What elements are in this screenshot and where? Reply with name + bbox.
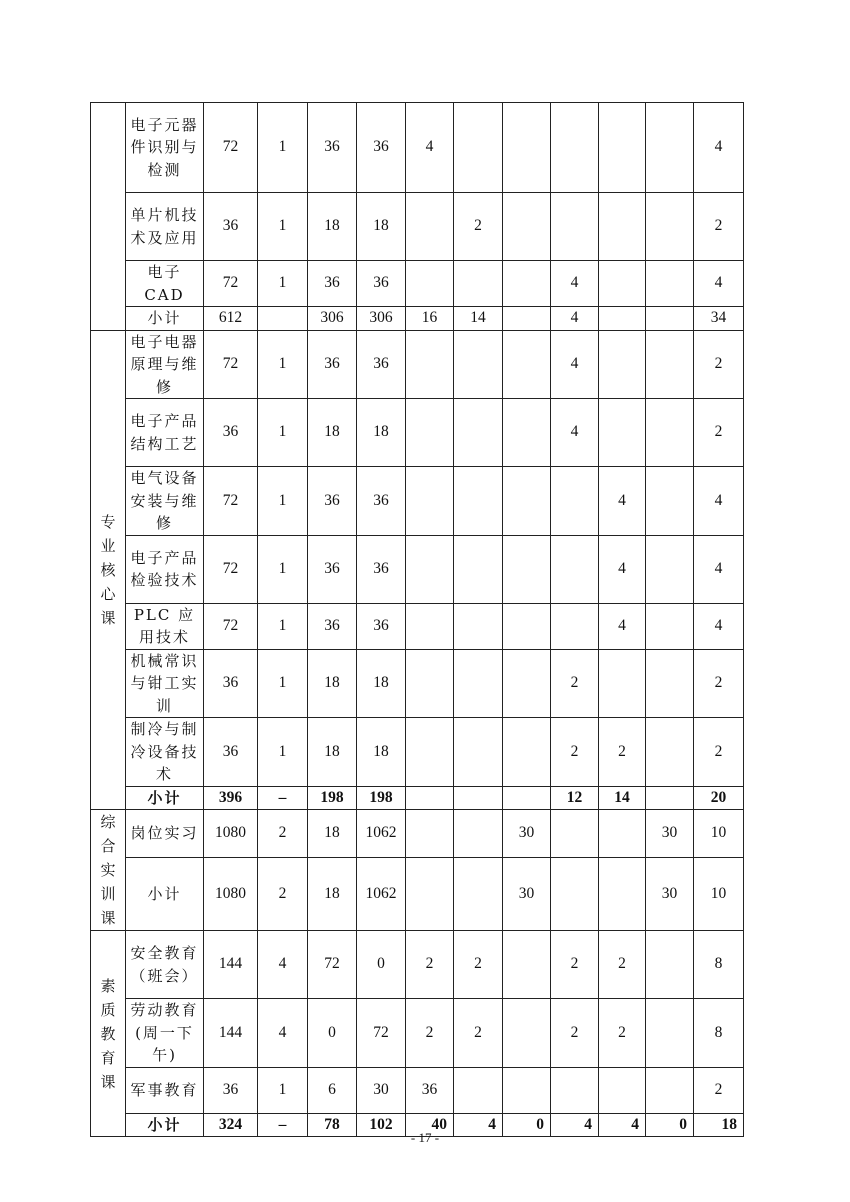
value-cell: 18 [308, 399, 357, 467]
category-cell [91, 103, 126, 331]
table-row [91, 330, 744, 399]
value-cell [503, 931, 551, 999]
value-cell [599, 103, 646, 193]
value-cell: 1 [258, 718, 308, 787]
value-cell: 2 [694, 649, 744, 718]
course-name-cell: 电子元器件识别与检测 [126, 103, 204, 193]
value-cell [406, 399, 454, 467]
value-cell: 18 [357, 718, 406, 787]
value-cell [406, 603, 454, 649]
table-row [91, 718, 744, 787]
value-cell [454, 603, 503, 649]
value-cell: 14 [454, 307, 503, 331]
value-cell [503, 399, 551, 467]
value-cell [551, 535, 599, 603]
value-cell [503, 535, 551, 603]
value-cell: 4 [694, 467, 744, 536]
value-cell: 36 [357, 603, 406, 649]
value-cell: 36 [357, 535, 406, 603]
value-cell: 16 [406, 307, 454, 331]
value-cell: 4 [694, 535, 744, 603]
value-cell: 72 [204, 467, 258, 536]
course-name-cell: 岗位实习 [126, 810, 204, 858]
value-cell: 8 [694, 999, 744, 1068]
value-cell [646, 786, 694, 810]
value-cell [454, 467, 503, 536]
page-number: - 17 - [410, 1130, 440, 1145]
value-cell: 36 [357, 103, 406, 193]
value-cell: 1 [258, 649, 308, 718]
value-cell [646, 261, 694, 307]
value-cell: 36 [357, 467, 406, 536]
course-name-cell: 电子电器原理与维修 [126, 330, 204, 399]
value-cell: – [258, 786, 308, 810]
value-cell: 18 [308, 193, 357, 261]
value-cell [646, 307, 694, 331]
value-cell [503, 649, 551, 718]
value-cell: 2 [406, 931, 454, 999]
value-cell: 4 [599, 467, 646, 536]
value-cell: 34 [694, 307, 744, 331]
value-cell [454, 810, 503, 858]
table-row [91, 535, 744, 603]
value-cell [503, 261, 551, 307]
value-cell [503, 1067, 551, 1113]
value-cell: 2 [599, 931, 646, 999]
value-cell [646, 103, 694, 193]
value-cell [406, 858, 454, 931]
value-cell: 2 [694, 718, 744, 787]
value-cell [646, 467, 694, 536]
table-row [91, 603, 744, 649]
course-name-cell: 电子产品结构工艺 [126, 399, 204, 467]
value-cell [599, 810, 646, 858]
value-cell [454, 649, 503, 718]
value-cell: 36 [308, 330, 357, 399]
value-cell: 1 [258, 103, 308, 193]
value-cell [599, 399, 646, 467]
value-cell: 14 [599, 786, 646, 810]
course-name-cell: 电气设备安装与维修 [126, 467, 204, 536]
category-cell [91, 931, 126, 1137]
course-name-cell: 单片机技术及应用 [126, 193, 204, 261]
value-cell [646, 1067, 694, 1113]
value-cell: 0 [503, 1113, 551, 1137]
value-cell [646, 649, 694, 718]
value-cell: 72 [357, 999, 406, 1068]
value-cell: 10 [694, 858, 744, 931]
value-cell [646, 193, 694, 261]
value-cell [454, 718, 503, 787]
value-cell: 4 [551, 261, 599, 307]
value-cell: 2 [406, 999, 454, 1068]
value-cell: 1 [258, 261, 308, 307]
value-cell: 102 [357, 1113, 406, 1137]
value-cell: 198 [308, 786, 357, 810]
value-cell [503, 603, 551, 649]
value-cell [551, 467, 599, 536]
value-cell [646, 718, 694, 787]
value-cell: 18 [308, 718, 357, 787]
value-cell: 2 [551, 931, 599, 999]
value-cell: – [258, 1113, 308, 1137]
value-cell: 72 [204, 261, 258, 307]
category-cell [91, 810, 126, 931]
value-cell: 1080 [204, 810, 258, 858]
value-cell: 1 [258, 330, 308, 399]
value-cell: 36 [204, 1067, 258, 1113]
value-cell: 36 [308, 103, 357, 193]
value-cell [454, 535, 503, 603]
value-cell: 324 [204, 1113, 258, 1137]
value-cell [646, 399, 694, 467]
value-cell: 2 [551, 649, 599, 718]
value-cell [646, 931, 694, 999]
value-cell: 18 [308, 810, 357, 858]
value-cell: 1062 [357, 858, 406, 931]
value-cell: 2 [599, 718, 646, 787]
value-cell: 20 [694, 786, 744, 810]
value-cell: 6 [308, 1067, 357, 1113]
value-cell: 36 [357, 330, 406, 399]
course-name-cell: 小计 [126, 858, 204, 931]
value-cell: 144 [204, 999, 258, 1068]
value-cell [503, 103, 551, 193]
value-cell: 72 [308, 931, 357, 999]
value-cell [599, 858, 646, 931]
category-cell [91, 330, 126, 810]
value-cell [454, 858, 503, 931]
value-cell: 30 [503, 810, 551, 858]
value-cell [258, 307, 308, 331]
table-row [91, 1067, 744, 1113]
value-cell: 4 [454, 1113, 503, 1137]
value-cell: 18 [357, 649, 406, 718]
value-cell: 2 [694, 1067, 744, 1113]
value-cell: 18 [308, 649, 357, 718]
value-cell: 72 [204, 603, 258, 649]
value-cell [454, 330, 503, 399]
value-cell [646, 535, 694, 603]
value-cell: 4 [551, 1113, 599, 1137]
value-cell: 4 [694, 103, 744, 193]
value-cell: 36 [308, 603, 357, 649]
value-cell: 1062 [357, 810, 406, 858]
value-cell: 1 [258, 467, 308, 536]
value-cell [551, 603, 599, 649]
value-cell [503, 718, 551, 787]
value-cell [551, 1067, 599, 1113]
value-cell [503, 786, 551, 810]
value-cell: 0 [646, 1113, 694, 1137]
value-cell: 2 [454, 193, 503, 261]
value-cell [454, 261, 503, 307]
value-cell: 0 [357, 931, 406, 999]
value-cell: 396 [204, 786, 258, 810]
value-cell: 4 [258, 931, 308, 999]
value-cell: 144 [204, 931, 258, 999]
value-cell [454, 1067, 503, 1113]
value-cell [406, 193, 454, 261]
value-cell [454, 399, 503, 467]
value-cell: 8 [694, 931, 744, 999]
value-cell [599, 330, 646, 399]
value-cell: 36 [204, 399, 258, 467]
value-cell: 2 [694, 399, 744, 467]
value-cell [406, 261, 454, 307]
value-cell [599, 193, 646, 261]
value-cell [406, 467, 454, 536]
value-cell: 72 [204, 103, 258, 193]
course-table-container [90, 102, 743, 1137]
value-cell: 36 [204, 193, 258, 261]
value-cell: 1 [258, 193, 308, 261]
value-cell [503, 193, 551, 261]
value-cell: 4 [551, 330, 599, 399]
course-name-cell: 小计 [126, 786, 204, 810]
value-cell [551, 810, 599, 858]
course-name-cell: PLC 应用技术 [126, 603, 204, 649]
course-table [90, 102, 744, 1137]
value-cell: 36 [308, 261, 357, 307]
value-cell [646, 999, 694, 1068]
value-cell [599, 307, 646, 331]
table-row [91, 931, 744, 999]
value-cell: 1 [258, 603, 308, 649]
value-cell: 2 [258, 810, 308, 858]
value-cell: 40 [406, 1113, 454, 1137]
category-label: 素质教育课 [100, 976, 116, 1091]
table-row [91, 399, 744, 467]
table-row [91, 858, 744, 931]
value-cell: 4 [599, 535, 646, 603]
table-row [91, 193, 744, 261]
value-cell: 10 [694, 810, 744, 858]
value-cell: 30 [503, 858, 551, 931]
value-cell [503, 999, 551, 1068]
value-cell: 18 [694, 1113, 744, 1137]
value-cell: 4 [551, 307, 599, 331]
course-name-cell: 制冷与制冷设备技术 [126, 718, 204, 787]
value-cell: 30 [357, 1067, 406, 1113]
value-cell: 2 [551, 999, 599, 1068]
value-cell: 1080 [204, 858, 258, 931]
value-cell: 36 [204, 649, 258, 718]
value-cell: 1 [258, 1067, 308, 1113]
table-row [91, 649, 744, 718]
table-row [91, 103, 744, 193]
category-label: 综合实训课 [100, 813, 116, 927]
value-cell: 306 [357, 307, 406, 331]
value-cell [599, 1067, 646, 1113]
value-cell: 36 [308, 535, 357, 603]
value-cell [454, 103, 503, 193]
value-cell: 36 [308, 467, 357, 536]
value-cell [406, 535, 454, 603]
value-cell: 2 [694, 330, 744, 399]
value-cell [406, 786, 454, 810]
value-cell: 72 [204, 330, 258, 399]
value-cell [599, 261, 646, 307]
value-cell: 36 [406, 1067, 454, 1113]
table-row [91, 261, 744, 307]
value-cell: 36 [357, 261, 406, 307]
value-cell: 72 [204, 535, 258, 603]
course-name-cell: 小计 [126, 307, 204, 331]
value-cell [406, 330, 454, 399]
value-cell [503, 467, 551, 536]
value-cell: 18 [308, 858, 357, 931]
course-name-cell: 电子CAD [126, 261, 204, 307]
value-cell: 4 [551, 399, 599, 467]
value-cell: 4 [694, 603, 744, 649]
value-cell: 30 [646, 858, 694, 931]
value-cell: 2 [551, 718, 599, 787]
value-cell [406, 649, 454, 718]
value-cell: 0 [308, 999, 357, 1068]
value-cell: 4 [599, 603, 646, 649]
value-cell: 2 [599, 999, 646, 1068]
value-cell [503, 307, 551, 331]
value-cell: 1 [258, 535, 308, 603]
value-cell: 30 [646, 810, 694, 858]
value-cell: 2 [454, 931, 503, 999]
course-name-cell: 小计 [126, 1113, 204, 1137]
value-cell: 2 [454, 999, 503, 1068]
course-name-cell: 电子产品检验技术 [126, 535, 204, 603]
table-row [91, 786, 744, 810]
value-cell [551, 103, 599, 193]
value-cell [454, 786, 503, 810]
value-cell: 4 [258, 999, 308, 1068]
table-row [91, 307, 744, 331]
value-cell [646, 330, 694, 399]
value-cell [503, 330, 551, 399]
value-cell [551, 193, 599, 261]
table-row [91, 999, 744, 1068]
course-name-cell: 军事教育 [126, 1067, 204, 1113]
course-name-cell: 劳动教育(周一下午) [126, 999, 204, 1068]
value-cell: 18 [357, 193, 406, 261]
value-cell: 306 [308, 307, 357, 331]
value-cell: 36 [204, 718, 258, 787]
value-cell: 78 [308, 1113, 357, 1137]
course-name-cell: 安全教育（班会） [126, 931, 204, 999]
table-row [91, 467, 744, 536]
value-cell [406, 718, 454, 787]
value-cell: 612 [204, 307, 258, 331]
value-cell: 4 [406, 103, 454, 193]
table-row [91, 810, 744, 858]
value-cell: 198 [357, 786, 406, 810]
value-cell: 4 [599, 1113, 646, 1137]
value-cell: 2 [258, 858, 308, 931]
value-cell [406, 810, 454, 858]
value-cell: 1 [258, 399, 308, 467]
value-cell [599, 649, 646, 718]
course-name-cell: 机械常识与钳工实训 [126, 649, 204, 718]
category-label: 专业核心课 [100, 512, 116, 627]
value-cell [646, 603, 694, 649]
value-cell [551, 858, 599, 931]
value-cell: 12 [551, 786, 599, 810]
value-cell: 2 [694, 193, 744, 261]
value-cell: 18 [357, 399, 406, 467]
value-cell: 4 [694, 261, 744, 307]
